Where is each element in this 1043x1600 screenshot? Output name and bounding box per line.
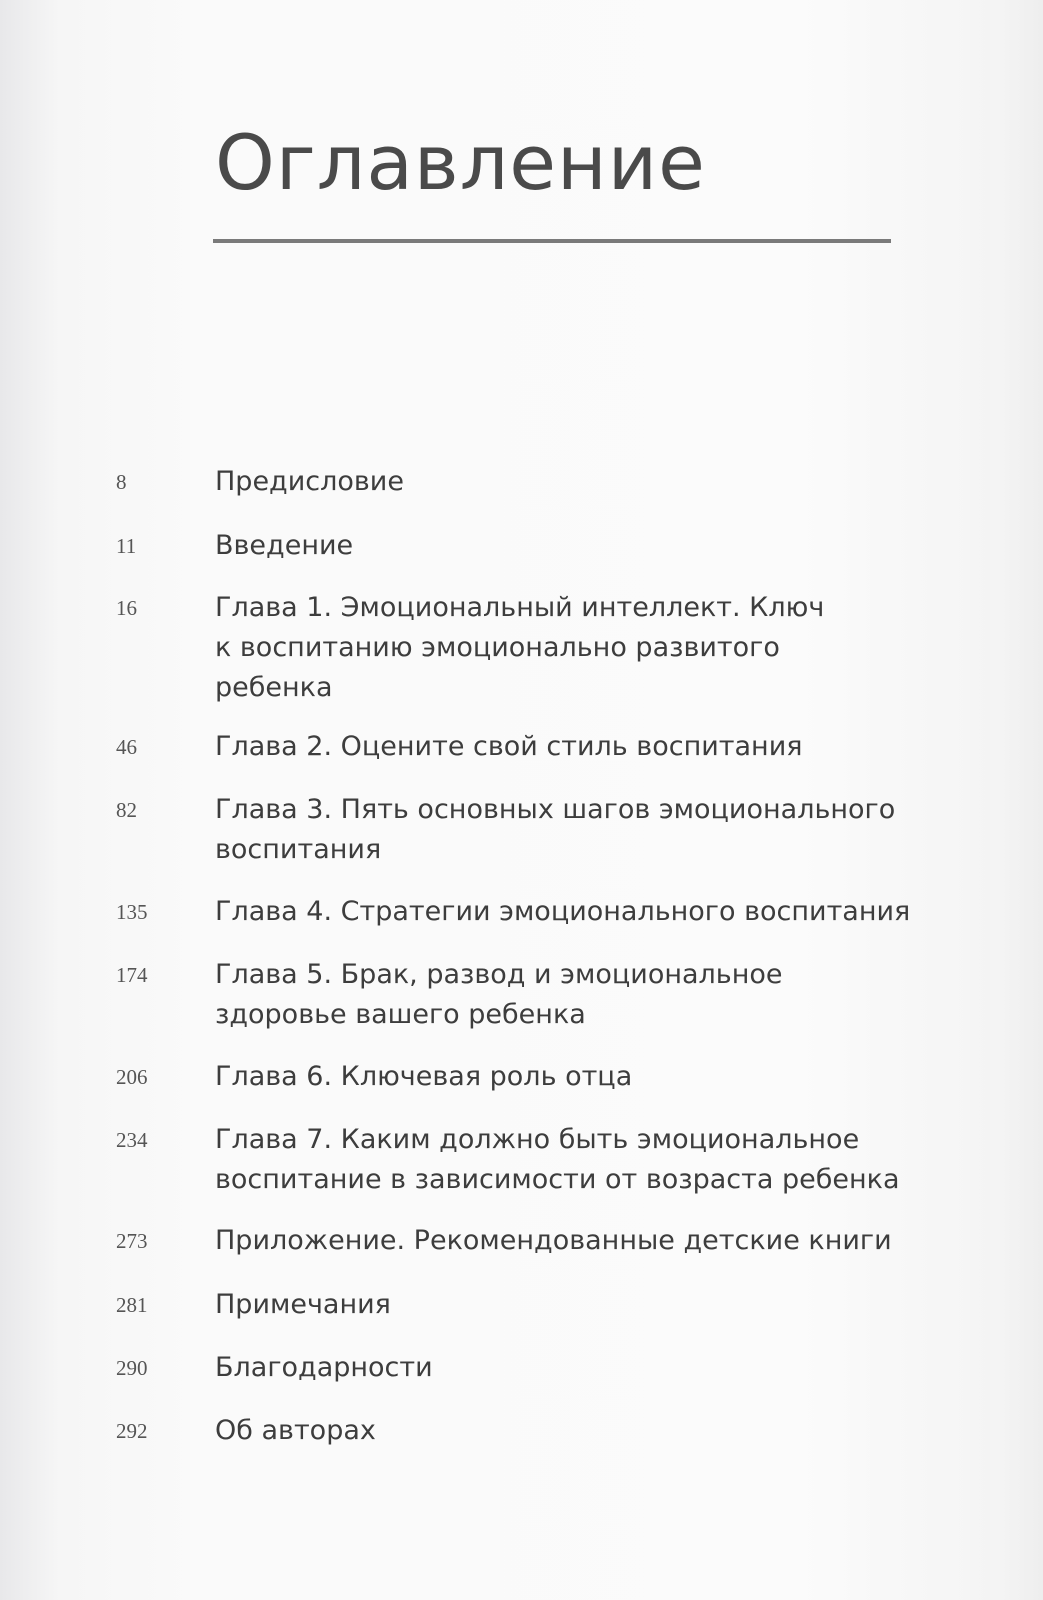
- toc-entry-line: здоровье вашего ребенка: [215, 999, 586, 1030]
- toc-entry-line: Благодарности: [215, 1352, 433, 1383]
- toc-entry-line: Глава 4. Стратегии эмоционального воспитания: [215, 896, 911, 927]
- toc-page-number: 8: [116, 470, 127, 494]
- toc-entry-line: Глава 7. Каким должно быть эмоциональное: [215, 1124, 860, 1155]
- toc-entry-title: [215, 727, 905, 767]
- toc-page-number: 46: [116, 735, 137, 759]
- toc-page-number: 16: [116, 596, 137, 620]
- toc-entry-title: [215, 1348, 905, 1388]
- toc-entry-title: [215, 1057, 905, 1097]
- toc-entry-title: [215, 1285, 905, 1325]
- toc-entry-line: воспитания: [215, 834, 382, 865]
- toc-page-number: 273: [116, 1229, 148, 1253]
- toc-page-number: 206: [116, 1065, 148, 1089]
- toc-entry-title: [215, 462, 905, 502]
- toc-entry-title: [215, 955, 905, 1035]
- toc-entry-line: Глава 5. Брак, развод и эмоциональное: [215, 959, 783, 990]
- toc-entry-title: [215, 588, 905, 708]
- toc-entry-line: Глава 1. Эмоциональный интеллект. Ключ: [215, 592, 825, 623]
- toc-entry-title: [215, 790, 905, 870]
- toc-page-number: 174: [116, 963, 148, 987]
- toc-page-number: 281: [116, 1293, 148, 1317]
- toc-entry-line: Предисловие: [215, 466, 404, 497]
- toc-entry-line: Глава 3. Пять основных шагов эмоционального: [215, 794, 896, 825]
- toc-entry-line: Глава 6. Ключевая роль отца: [215, 1061, 633, 1092]
- toc-page-number: 11: [116, 534, 137, 558]
- toc-entry-line: Об авторах: [215, 1415, 376, 1446]
- toc-page-number: 135: [116, 900, 148, 924]
- toc-entry-line: Введение: [215, 530, 354, 561]
- toc-entry-line: воспитание в зависимости от возраста ребенка: [215, 1164, 900, 1195]
- toc-entry-line: ребенка: [215, 672, 333, 703]
- toc-entry-title: [215, 892, 911, 932]
- toc-page-number: 290: [116, 1356, 148, 1380]
- toc-entry-line: Примечания: [215, 1289, 391, 1320]
- toc-page-number: 234: [116, 1128, 148, 1152]
- toc-entry-title: [215, 1411, 905, 1451]
- toc-page-number: 292: [116, 1419, 148, 1443]
- toc-entry-title: [215, 1120, 905, 1200]
- page-title: Оглавление: [215, 118, 706, 207]
- toc-page-number: 82: [116, 798, 137, 822]
- toc-entry-line: Глава 2. Оцените свой стиль воспитания: [215, 731, 803, 762]
- toc-entry-title: [215, 1221, 905, 1261]
- toc-entry-line: Приложение. Рекомендованные детские книги: [215, 1225, 892, 1256]
- toc-entry-line: к воспитанию эмоционально развитого: [215, 632, 780, 663]
- toc-entry-title: [215, 526, 905, 566]
